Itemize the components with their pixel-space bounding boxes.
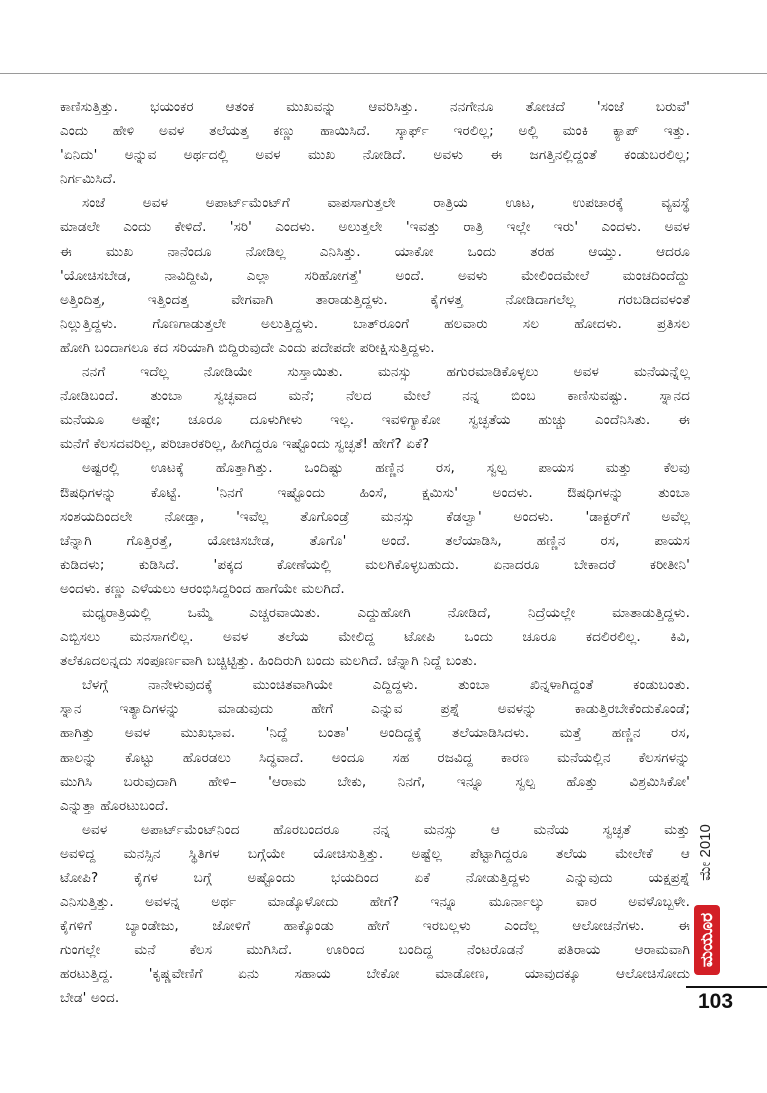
text-line: ಟೋಪಿ? ಕೈಗಳ ಬಗ್ಗೆ ಅಷ್ಟೊಂದು ಭಯದಿಂದ ಏಕೆ ನೋಡುತ್ತಿದ್ದಳು ಎನ್ನುವುದು ಯಕ್ಷಪ್ರಶ್ನೆ	[60, 870, 690, 886]
text-line: ಮನೆಯೂ ಅಷ್ಟೇ; ಚೂರೂ ದೂಳುಗೀಳು ಇಲ್ಲ. ಇವಳಿಗ್ಯಾಕೋ ಸ್ವಚ್ಛತೆಯ ಹುಚ್ಚು ಎಂದೆನಿಸಿತು. ಈ	[60, 412, 690, 429]
magazine-logo-text: ಮಯೂರ	[697, 912, 717, 968]
text-line: ನಿಲ್ಲುತ್ತಿದ್ದಳು. ಗೊಣಗಾಡುತ್ತಲೇ ಅಲುತ್ತಿದ್ದಳು. ಬಾತ್‌ರೂಂಗೆ ಹಲವಾರು ಸಲ ಹೋದಳು. ಪ್ರತಿಸಲ	[60, 315, 690, 332]
text-line: ಎನಿಸುತ್ತಿತ್ತು. ಅವಳನ್ನ ಅರ್ಥ ಮಾಡ್ಕೊಳೋದು ಹೇಗೆ? ಇನ್ನೂ ಮೂರ್ನಾಲ್ಕು ವಾರ ಅವಳೊಬ್ಬಳೇ.	[60, 894, 690, 911]
text-line: ಅಷ್ಟರಲ್ಲಿ ಊಟಕ್ಕೆ ಹೊತ್ತಾಗಿತ್ತು. ಒಂದಿಷ್ಟು ಹಣ್ಣಿನ ರಸ, ಸ್ವಲ್ಪ ಪಾಯಸ ಮತ್ತು ಕೆಲವು	[82, 460, 690, 477]
issue-date-label: ಮೇ 2010	[696, 823, 714, 881]
text-line: ಸ್ನಾನ ಇತ್ಯಾದಿಗಳನ್ನು ಮಾಡುವುದು ಹೇಗೆ ಎನ್ನುವ ಪ್ರಶ್ನೆ ಅವಳನ್ನು ಕಾಡುತ್ತಿರಬೇಕೆಂದುಕೊಂಡೆ;	[60, 701, 690, 718]
text-line: ನಿರ್ಗಮಿಸಿದೆ.	[60, 171, 117, 188]
text-line: ಮನೆಗೆ ಕೆಲಸದವರಿಲ್ಲ, ಪರಿಚಾರಕರಿಲ್ಲ, ಹೀಗಿದ್ದರೂ ಇಷ್ಟೊಂದು ಸ್ವಚ್ಛತೆ! ಹೇಗೆ? ಏಕೆ?	[60, 436, 430, 453]
text-line: ಹಾಗಿತ್ತು ಅವಳ ಮುಖಭಾವ. 'ನಿದ್ದೆ ಬಂತಾ' ಅಂದಿದ್ದಕ್ಕೆ ತಲೆಯಾಡಿಸಿದಳು. ಮತ್ತೆ ಹಣ್ಣಿನ ರಸ,	[60, 725, 690, 742]
text-line: ನನಗೆ ಇದೆಲ್ಲ ನೋಡಿಯೇ ಸುಸ್ತಾಯಿತು. ಮನಸ್ಸು ಹಗುರಮಾಡಿಕೊಳ್ಳಲು ಅವಳ ಮನೆಯನ್ನೆಲ್ಲ	[82, 364, 690, 381]
text-line: ಅವಳಿದ್ದ ಮನಸ್ಸಿನ ಸ್ಥಿತಿಗಳ ಬಗ್ಗೆಯೇ ಯೋಚಿಸುತ್ತಿತ್ತು. ಅಷ್ಟೆಲ್ಲ ಪೆಟ್ಟಾಗಿದ್ದರೂ ತಲೆಯ ಮೇಲೇಕೆ ಆ	[60, 845, 690, 862]
text-line: ಕೈಗಳಿಗೆ ಬ್ಯಾಂಡೇಜು, ಜೋಳಿಗೆ ಹಾಕ್ಕೊಂಡು ಹೇಗೆ ಇರಬಲ್ಲಳು ಎಂದೆಲ್ಲ ಆಲೋಚನೆಗಳು. ಈ	[60, 918, 690, 935]
text-line: ಚೆನ್ನಾಗಿ ಗೊತ್ತಿರತ್ತೆ, ಯೋಚಿಸಬೇಡ, ತೊಗೊ' ಅಂದೆ. ತಲೆಯಾಡಿಸಿ, ಹಣ್ಣಿನ ರಸ, ಪಾಯಸ	[60, 532, 690, 549]
text-line: ಈ ಮುಖ ನಾನೆಂದೂ ನೋಡಿಲ್ಲ ಎನಿಸಿತ್ತು. ಯಾಕೋ ಒಂದು ತರಹ ಆಯ್ತು. ಆದರೂ	[60, 243, 690, 260]
text-line: 'ಏನಿದು' ಅನ್ನುವ ಅರ್ಥದಲ್ಲಿ ಅವಳ ಮುಖ ನೋಡಿದೆ. ಅವಳು ಈ ಜಗತ್ತಿನಲ್ಲಿದ್ದಂತೆ ಕಂಡುಬರಲಿಲ್ಲ;	[60, 147, 690, 164]
text-line: ಔಷಧಿಗಳನ್ನು ಕೊಟ್ಟೆ. 'ನಿನಗೆ ಇಷ್ಟೊಂದು ಹಿಂಸೆ, ಕ್ಷಮಿಸು' ಅಂದಳು. ಔಷಧಿಗಳನ್ನು ತುಂಬಾ	[60, 484, 690, 501]
text-line: ಹರಟುತ್ತಿದ್ದ. 'ಕೃಷ್ಣವೇಣಿಗೆ ಏನು ಸಹಾಯ ಬೇಕೋ ಮಾಡೋಣ, ಯಾವುದಕ್ಕೂ ಆಲೋಚಿಸೋದು	[60, 966, 690, 983]
page-number-rule	[686, 986, 767, 988]
issue-date	[688, 800, 722, 904]
text-line: ಮುಗಿಸಿ ಬರುವುದಾಗಿ ಹೇಳಿ– 'ಆರಾಮ ಬೇಕು, ನಿನಗೆ, ಇನ್ನೂ ಸ್ವಲ್ಪ ಹೊತ್ತು ವಿಶ್ರಮಿಸಿಕೋ'	[60, 773, 690, 790]
text-line: ಕಾಣಿಸುತ್ತಿತ್ತು. ಭಯಂಕರ ಆತಂಕ ಮುಖವನ್ನು ಆವರಿಸಿತ್ತು. ನನಗೇನೂ ತೋಚದೆ 'ಸಂಜೆ ಬರುವೆ'	[60, 99, 690, 115]
article-body	[60, 95, 690, 1011]
text-line: ಬೆಳಗ್ಗೆ ನಾನೇಳುವುದಕ್ಕೆ ಮುಂಚಿತವಾಗಿಯೇ ಎದ್ದಿದ್ದಳು. ತುಂಬಾ ಖಿನ್ನಳಾಗಿದ್ದಂತೆ ಕಂಡುಬಂತು.	[82, 677, 690, 694]
text-line: ಬೇಡ' ಅಂದ.	[60, 990, 120, 1007]
text-line: ನೋಡಿಬಂದೆ. ತುಂಬಾ ಸ್ವಚ್ಛವಾದ ಮನೆ; ನೆಲದ ಮೇಲೆ ನನ್ನ ಬಿಂಬ ಕಾಣಿಸುವಷ್ಟು. ಸ್ನಾನದ	[60, 388, 690, 405]
text-line: ಸಂಜೆ ಅವಳ ಅಪಾರ್ಟ್‌ಮೆಂಟ್‌ಗೆ ವಾಪಸಾಗುತ್ತಲೇ ರಾತ್ರಿಯ ಊಟ, ಉಪಚಾರಕ್ಕೆ ವ್ಯವಸ್ಥೆ	[82, 195, 690, 212]
text-line: ಅವಳ ಅಪಾರ್ಟ್‌ಮೆಂಟ್‌ನಿಂದ ಹೊರಬಂದರೂ ನನ್ನ ಮನಸ್ಸು ಆ ಮನೆಯ ಸ್ವಚ್ಛತೆ ಮತ್ತು	[82, 821, 690, 838]
text-line: ಗುಂಗಲ್ಲೇ ಮನೆ ಕೆಲಸ ಮುಗಿಸಿದೆ. ಊರಿಂದ ಬಂದಿದ್ದ ನೆಂಟರೊಡನೆ ಪತಿರಾಯ ಆರಾಮವಾಗಿ	[60, 942, 690, 959]
text-line: 'ಯೋಚಿಸಬೇಡ, ನಾವಿದ್ದೀವಿ, ಎಲ್ಲಾ ಸರಿಹೋಗತ್ತೆ' ಅಂದೆ. ಅವಳು ಮೇಲಿಂದಮೇಲೆ ಮಂಚದಿಂದೆದ್ದು	[60, 267, 690, 284]
magazine-logo	[694, 905, 720, 975]
text-line: ಸಂಶಯದಿಂದಲೇ ನೋಡ್ತಾ, 'ಇವೆಲ್ಲ ತೊಗೊಂಡ್ರೆ ಮನಸ್ಸು ಕೆಡಲ್ವಾ' ಅಂದಳು. 'ಡಾಕ್ಟರ್‌ಗೆ ಅವೆಲ್ಲ	[60, 508, 690, 525]
text-line: ಹಾಲನ್ನು ಕೊಟ್ಟು ಹೊರಡಲು ಸಿದ್ಧವಾದೆ. ಅಂದೂ ಸಹ ರಜವಿದ್ದ ಕಾರಣ ಮನೆಯಲ್ಲಿನ ಕೆಲಸಗಳನ್ನು	[60, 749, 690, 766]
page-number: 103	[698, 990, 734, 1013]
text-line: ಎಬ್ಬಿಸಲು ಮನಸಾಗಲಿಲ್ಲ. ಅವಳ ತಲೆಯ ಮೇಲಿದ್ದ ಟೋಪಿ ಒಂದು ಚೂರೂ ಕದಲಿರಲಿಲ್ಲ. ಕಿವಿ,	[60, 629, 690, 646]
text-line: ಹೋಗಿ ಬಂದಾಗಲೂ ಕದ ಸರಿಯಾಗಿ ಬಿದ್ದಿರುವುದೇ ಎಂದು ಪದೇಪದೇ ಪರೀಕ್ಷಿಸುತ್ತಿದ್ದಳು.	[60, 339, 435, 356]
text-line: ಅಂದಳು. ಕಣ್ಣು ಎಳೆಯಲು ಆರಂಭಿಸಿದ್ದರಿಂದ ಹಾಗೆಯೇ ಮಲಗಿದೆ.	[60, 580, 345, 597]
text-line: ತಲೆಕೂದಲನ್ನದು ಸಂಪೂರ್ಣವಾಗಿ ಬಚ್ಚಿಟ್ಟಿತ್ತು. ಹಿಂದಿರುಗಿ ಬಂದು ಮಲಗಿದೆ. ಚೆನ್ನಾಗಿ ನಿದ್ದೆ ಬಂತು.	[60, 653, 478, 670]
text-line: ಮಾಡಲೇ ಎಂದು ಕೇಳಿದೆ. 'ಸರಿ' ಎಂದಳು. ಅಲುತ್ತಲೇ 'ಇವತ್ತು ರಾತ್ರಿ ಇಲ್ಲೇ ಇರು' ಎಂದಳು. ಅವಳ	[60, 219, 690, 236]
text-line: ಮಧ್ಯರಾತ್ರಿಯಲ್ಲಿ ಒಮ್ಮೆ ಎಚ್ಚರವಾಯಿತು. ಎದ್ದುಹೋಗಿ ನೋಡಿದೆ, ನಿದ್ರೆಯಲ್ಲೇ ಮಾತಾಡುತ್ತಿದ್ದಳು.	[82, 604, 690, 621]
text-line: ಕುಡಿದಳು; ಕುಡಿಸಿದೆ. 'ಪಕ್ಕದ ಕೋಣೆಯಲ್ಲಿ ಮಲಗಿಕೊಳ್ಳಬಹುದು. ಏನಾದರೂ ಬೇಕಾದರೆ ಕರೀತೀನಿ'	[60, 556, 690, 573]
text-line: ಎನ್ನುತ್ತಾ ಹೊರಟುಬಂದೆ.	[60, 797, 169, 814]
text-line: ಎಂದು ಹೇಳಿ ಅವಳ ತಲೆಯತ್ತ ಕಣ್ಣು ಹಾಯಿಸಿದೆ. ಸ್ಕಾರ್ಫ್ ಇರಲಿಲ್ಲ; ಅಲ್ಲಿ ಮಂಕಿ ಕ್ಯಾಪ್ ಇತ್ತು.	[60, 123, 690, 140]
text-line: ಅತ್ತಿಂದಿತ್ತ, ಇತ್ತಿಂದತ್ತ ವೇಗವಾಗಿ ತಾರಾಡುತ್ತಿದ್ದಳು. ಕೈಗಳತ್ತ ನೋಡಿದಾಗಲೆಲ್ಲ ಗರಬಡಿದವಳಂತೆ	[60, 291, 690, 308]
top-rule	[0, 73, 767, 74]
